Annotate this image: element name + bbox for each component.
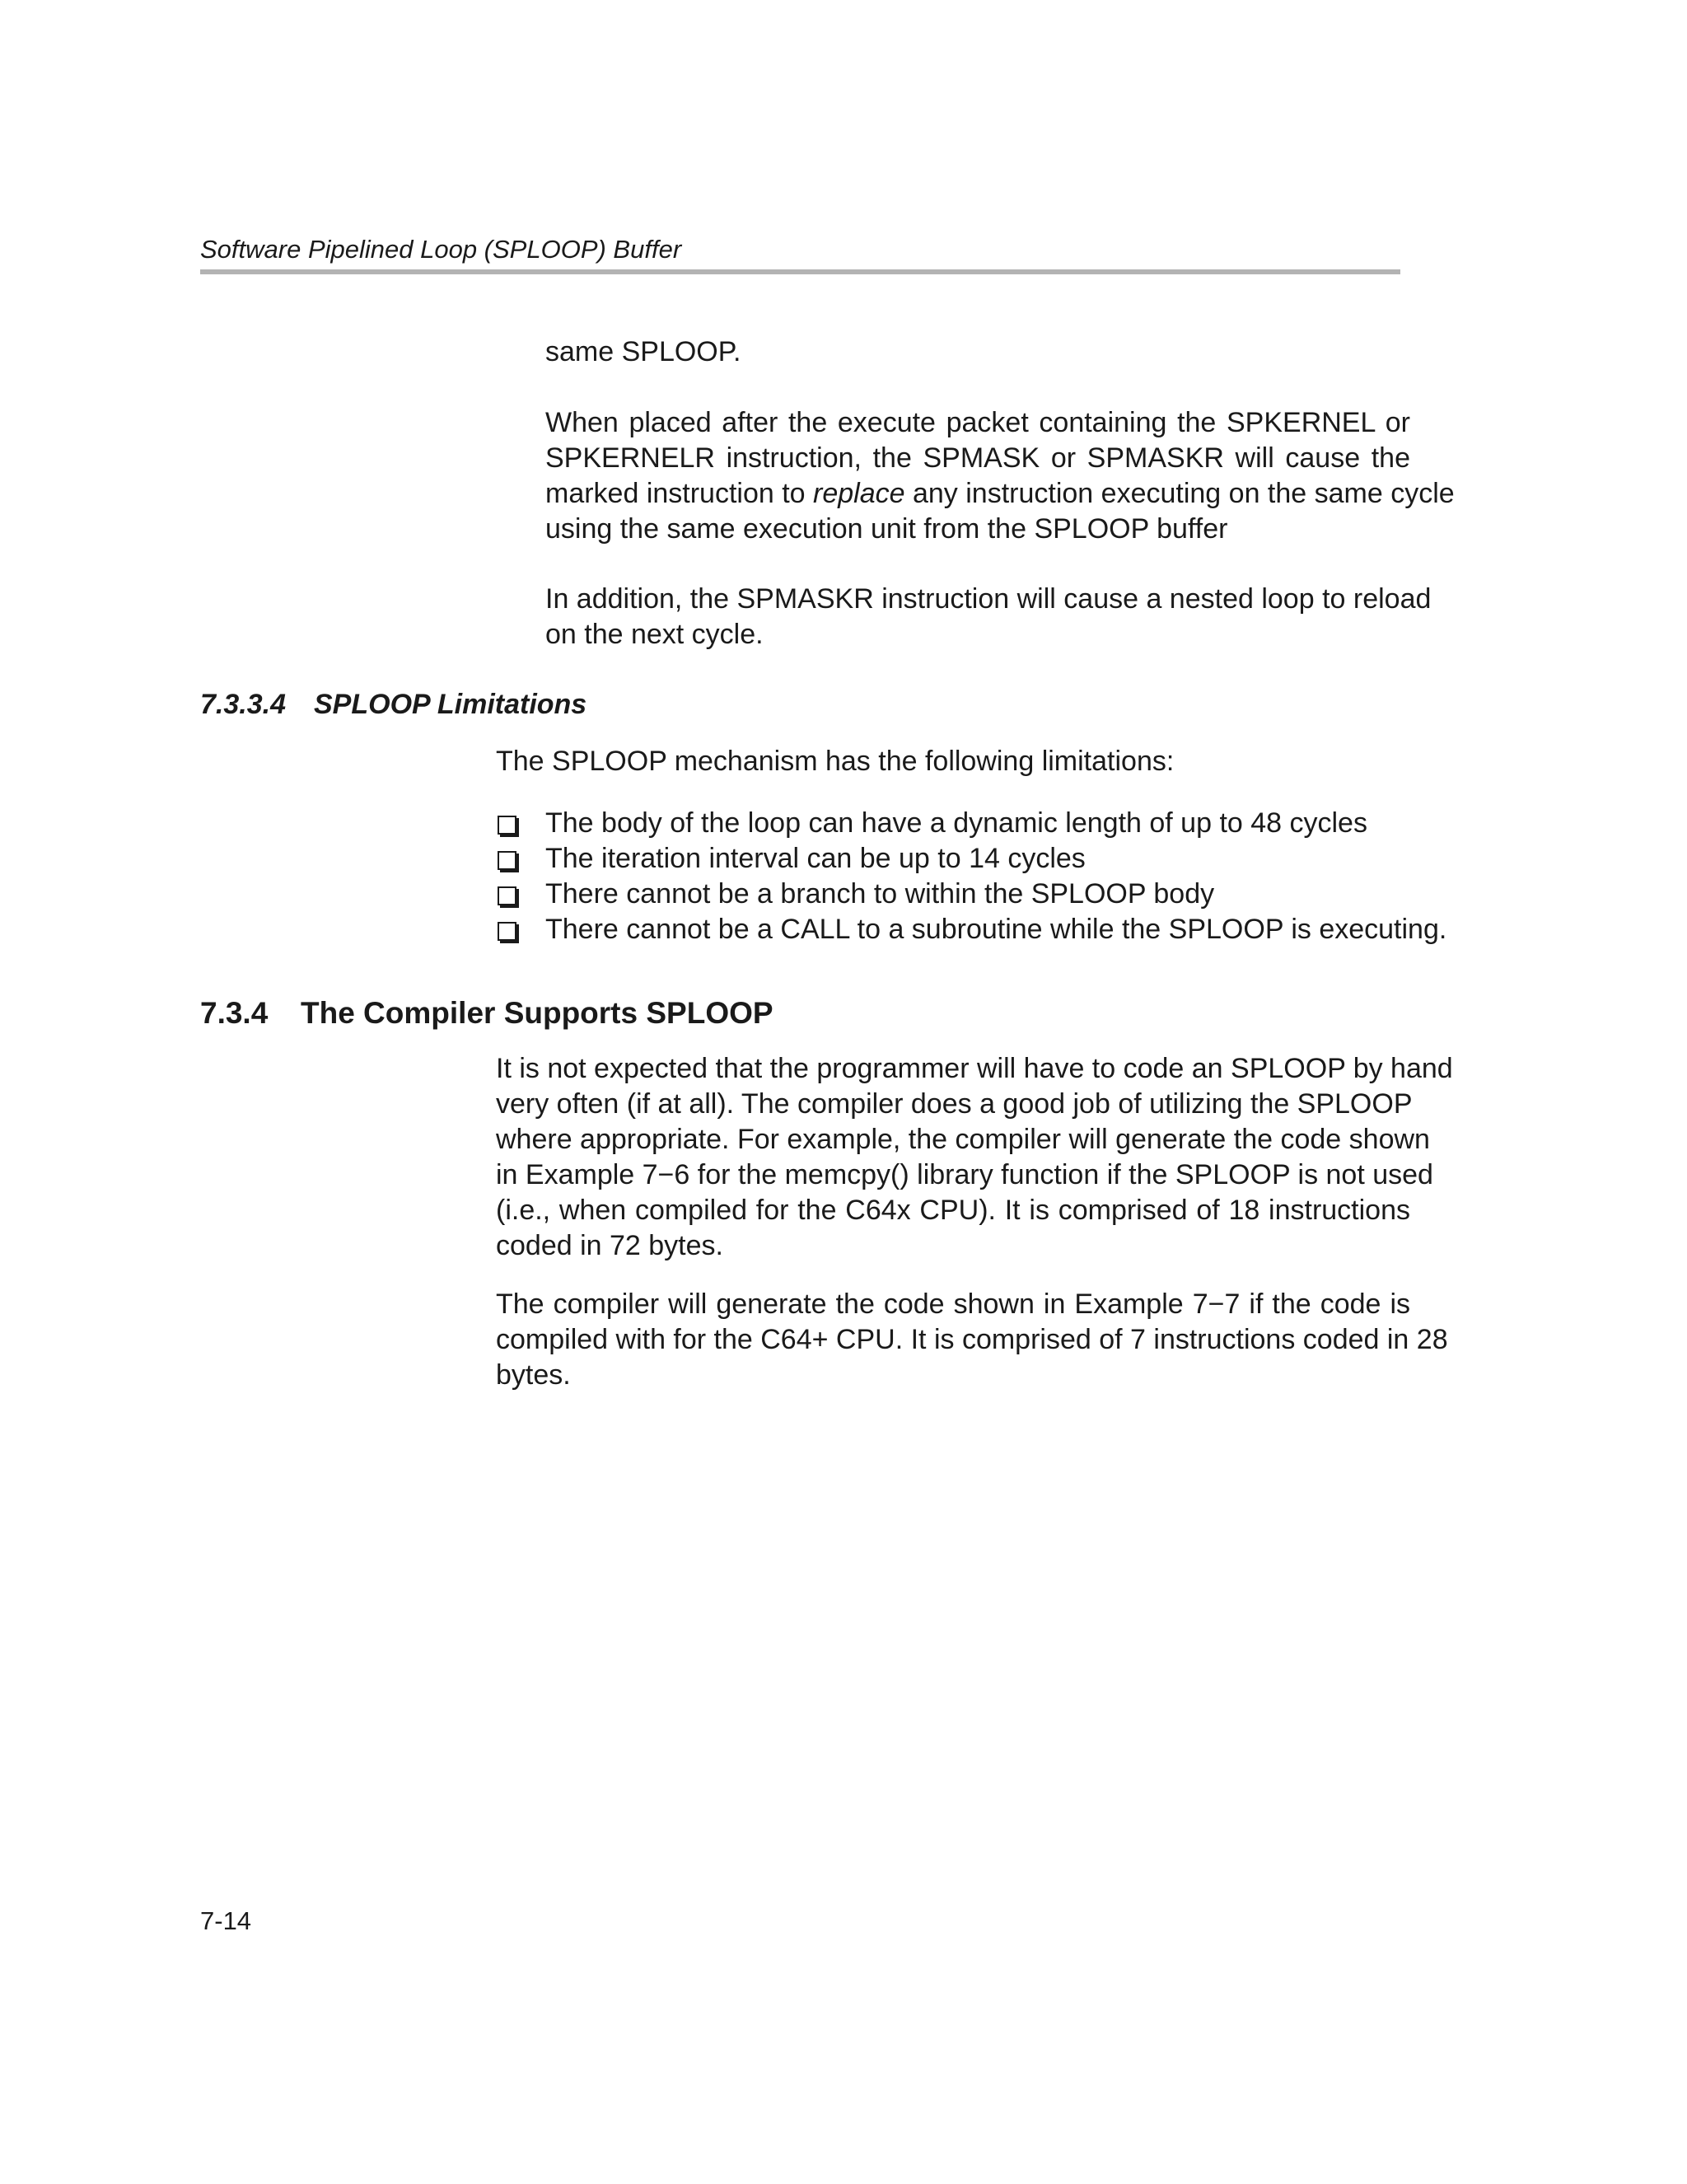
page-number: 7-14 [200,1906,252,1935]
text-line: It is not expected that the programmer will have to code an SPLOOP by hand [496,1053,1453,1084]
limitations-list [496,806,1447,947]
emphasis-replace: replace [813,478,905,509]
compiler-paragraph-1 [496,1051,1453,1264]
text-line: When placed after the execute packet containing the SPKERNEL or [545,407,1410,438]
text-line [545,476,1455,512]
list-item [496,912,1447,947]
checkbox-bullet-icon [498,851,516,870]
compiler-paragraph-2 [496,1287,1448,1393]
list-item-text: There cannot be a branch to within the SPLOOP body [545,878,1215,910]
running-header: Software Pipelined Loop (SPLOOP) Buffer [200,235,682,264]
header-rule [200,269,1400,274]
subsection-title: SPLOOP Limitations [314,689,587,720]
text-line: compiled with for the C64+ CPU. It is comprised of 7 instructions coded in 28 [496,1324,1448,1355]
text-line: where appropriate. For example, the compiler will generate the code shown [496,1124,1430,1155]
text-line: using the same execution unit from the SPLOOP buffer [545,513,1228,545]
limitations-lead [496,744,1410,779]
text-line: The compiler will generate the code shown in Example 7−7 if the code is [496,1288,1410,1320]
checkbox-bullet-icon [498,922,516,941]
list-item-text: The iteration interval can be up to 14 cycles [545,843,1086,874]
intro-paragraph-2 [545,405,1455,547]
text-segment: marked instruction to [545,478,814,509]
text-line: bytes. [496,1359,571,1391]
text-line: on the next cycle. [545,619,764,650]
checkbox-bullet-icon [498,816,516,835]
intro-paragraph-3 [545,582,1432,652]
text-line: In addition, the SPMASKR instruction will cause a nested loop to reload [545,583,1432,615]
text-line: same SPLOOP. [545,336,741,367]
list-item [496,841,1414,877]
subsection-number: 7.3.3.4 [200,689,286,720]
section-number: 7.3.4 [200,996,269,1030]
intro-paragraph-1 [545,334,1410,370]
list-item-text: The body of the loop can have a dynamic length of up to 48 cycles [545,807,1367,839]
text-line: The SPLOOP mechanism has the following limitations: [496,746,1175,777]
list-item [496,877,1414,912]
list-item [496,806,1414,841]
subsection-heading [200,689,586,721]
checkbox-bullet-icon [498,886,516,905]
text-line: coded in 72 bytes. [496,1230,723,1261]
text-segment: any instruction executing on the same cycle [904,478,1455,509]
section-title: The Compiler Supports SPLOOP [301,996,773,1030]
list-item-text: There cannot be a CALL to a subroutine while the SPLOOP is executing. [545,914,1447,945]
text-line: SPKERNELR instruction, the SPMASK or SPMASKR will cause the [545,442,1410,474]
text-line: in Example 7−6 for the memcpy() library function if the SPLOOP is not used [496,1159,1433,1190]
text-line: (i.e., when compiled for the C64x CPU). It is comprised of 18 instructions [496,1195,1410,1226]
text-line: very often (if at all). The compiler does a good job of utilizing the SPLOOP [496,1088,1413,1120]
section-heading [200,996,773,1031]
